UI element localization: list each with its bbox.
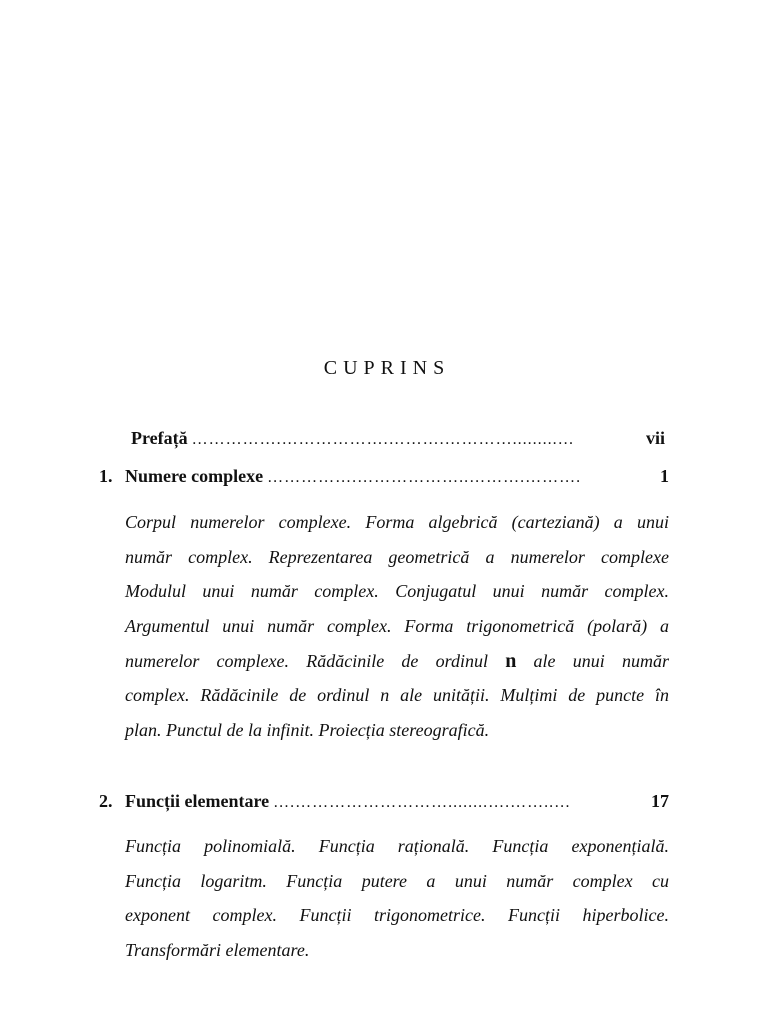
description-line: Funcția polinomială. Funcția rațională. Funcția exponențială.: [125, 836, 669, 856]
toc-entry-label: Prefață: [131, 428, 188, 448]
description-line: Transformări elementare.: [125, 940, 310, 961]
toc-chapter-number: 2.: [99, 791, 113, 811]
toc-entry-chapter-2: [99, 791, 669, 812]
toc-page-number: 17: [651, 791, 669, 811]
page-title: CUPRINS: [323, 357, 451, 379]
math-variable-n: n: [505, 649, 517, 672]
toc-entry-chapter-1: [99, 466, 669, 487]
toc-page-number: 1: [660, 466, 669, 486]
toc-entry-label: Numere complexe: [125, 466, 264, 486]
description-line: Modulul unui număr complex. Conjugatul unui număr complex.: [125, 581, 669, 602]
toc-entry-label: Funcții elementare: [125, 791, 270, 811]
description-line: Argumentul unui număr complex. Forma trigonometrică (polară) a: [125, 616, 669, 637]
toc-leader-dots: ….………………………........….……..…: [273, 794, 572, 811]
description-line: exponent complex. Funcții trigonometrice. Funcții hiperbolice.: [125, 905, 669, 926]
description-line: Corpul numerelor complexe. Forma algebrică (carteziană) a unui: [125, 512, 669, 532]
chapter-2-description: [125, 829, 669, 968]
description-text: numerelor complexe. Rădăcinile de ordinul: [125, 650, 506, 671]
description-line: Funcția logaritm. Funcția putere a unui număr complex cu: [125, 870, 669, 891]
toc-leader-dots: …………….………………..……….……….: [267, 469, 582, 486]
toc-leader-dots: …………….……………….……….………….........…: [191, 431, 575, 448]
toc-entry-preface: [131, 428, 665, 449]
description-text: ale unui număr: [516, 650, 669, 671]
toc-page-number: vii: [645, 428, 665, 448]
toc-chapter-number: 1.: [99, 466, 113, 486]
description-line: plan. Punctul de la infinit. Proiecția stereografică.: [125, 720, 490, 741]
description-line: complex. Rădăcinile de ordinul n ale unității. Mulțimi de puncte în: [125, 685, 669, 706]
chapter-1-description: [125, 505, 669, 748]
description-line: număr complex. Reprezentarea geometrică a numerelor complexe: [125, 546, 669, 567]
description-line: [125, 644, 669, 679]
